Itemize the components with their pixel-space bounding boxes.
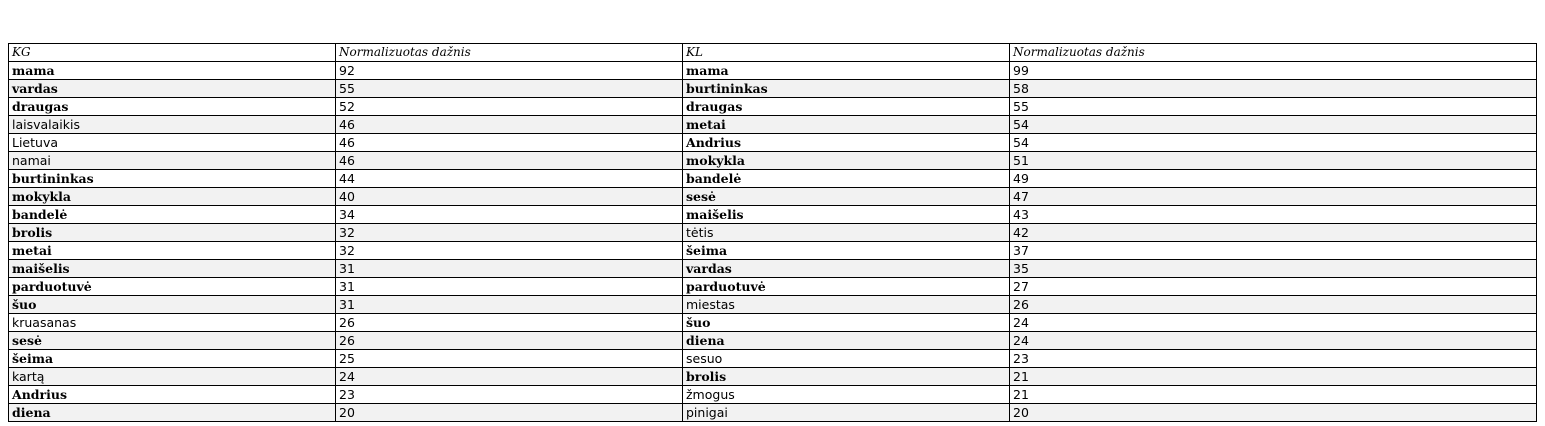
kl-frequency-cell: 21 xyxy=(1010,368,1537,386)
kl-word-cell: bandelė xyxy=(683,170,1010,188)
kl-word-cell: tėtis xyxy=(683,224,1010,242)
table-row xyxy=(9,296,1537,314)
kl-word-cell: vardas xyxy=(683,260,1010,278)
table-row xyxy=(9,386,1537,404)
kl-frequency-cell: 42 xyxy=(1010,224,1537,242)
kg-frequency-cell: 26 xyxy=(336,332,683,350)
kl-frequency-cell: 47 xyxy=(1010,188,1537,206)
kl-frequency-cell: 54 xyxy=(1010,116,1537,134)
kg-frequency-cell: 46 xyxy=(336,116,683,134)
kg-word-cell: sesė xyxy=(9,332,336,350)
table-row xyxy=(9,242,1537,260)
kl-frequency-cell: 24 xyxy=(1010,314,1537,332)
table-row xyxy=(9,314,1537,332)
kg-frequency-cell: 55 xyxy=(336,80,683,98)
kg-frequency-cell: 25 xyxy=(336,350,683,368)
kl-word-cell: brolis xyxy=(683,368,1010,386)
kl-frequency-cell: 20 xyxy=(1010,404,1537,422)
kl-word-cell: šeima xyxy=(683,242,1010,260)
table-row xyxy=(9,134,1537,152)
kg-word-cell: maišelis xyxy=(9,260,336,278)
kl-frequency-cell: 54 xyxy=(1010,134,1537,152)
kg-word-cell: šuo xyxy=(9,296,336,314)
kg-word-cell: mokykla xyxy=(9,188,336,206)
kl-word-cell: maišelis xyxy=(683,206,1010,224)
table-row xyxy=(9,62,1537,80)
kl-word-cell: draugas xyxy=(683,98,1010,116)
kg-frequency-cell: 44 xyxy=(336,170,683,188)
kg-frequency-cell: 31 xyxy=(336,260,683,278)
kl-word-cell: šuo xyxy=(683,314,1010,332)
kl-frequency-cell: 23 xyxy=(1010,350,1537,368)
table-row xyxy=(9,224,1537,242)
header-kl-frequency: Normalizuotas dažnis xyxy=(1010,44,1537,62)
table-row xyxy=(9,98,1537,116)
table-row xyxy=(9,152,1537,170)
kg-word-cell: metai xyxy=(9,242,336,260)
kg-word-cell: šeima xyxy=(9,350,336,368)
kl-word-cell: metai xyxy=(683,116,1010,134)
kg-word-cell: mama xyxy=(9,62,336,80)
kl-frequency-cell: 35 xyxy=(1010,260,1537,278)
kg-word-cell: burtininkas xyxy=(9,170,336,188)
kl-word-cell: miestas xyxy=(683,296,1010,314)
frequency-table xyxy=(8,43,1537,422)
kg-word-cell: draugas xyxy=(9,98,336,116)
kg-frequency-cell: 23 xyxy=(336,386,683,404)
kg-frequency-cell: 24 xyxy=(336,368,683,386)
kl-frequency-cell: 27 xyxy=(1010,278,1537,296)
table-row xyxy=(9,206,1537,224)
table-row xyxy=(9,260,1537,278)
table-row xyxy=(9,404,1537,422)
kl-frequency-cell: 49 xyxy=(1010,170,1537,188)
kl-word-cell: sesuo xyxy=(683,350,1010,368)
kg-word-cell: vardas xyxy=(9,80,336,98)
kl-frequency-cell: 58 xyxy=(1010,80,1537,98)
kg-word-cell: diena xyxy=(9,404,336,422)
kg-word-cell: namai xyxy=(9,152,336,170)
table-row xyxy=(9,368,1537,386)
kl-frequency-cell: 51 xyxy=(1010,152,1537,170)
header-kg-frequency: Normalizuotas dažnis xyxy=(336,44,683,62)
header-kl: KL xyxy=(683,44,1010,62)
kl-frequency-cell: 26 xyxy=(1010,296,1537,314)
table-row xyxy=(9,116,1537,134)
table-row xyxy=(9,332,1537,350)
kg-word-cell: Lietuva xyxy=(9,134,336,152)
kg-frequency-cell: 32 xyxy=(336,224,683,242)
table-row xyxy=(9,80,1537,98)
kg-frequency-cell: 40 xyxy=(336,188,683,206)
table-row xyxy=(9,170,1537,188)
table-row xyxy=(9,350,1537,368)
kg-frequency-cell: 46 xyxy=(336,134,683,152)
kl-frequency-cell: 24 xyxy=(1010,332,1537,350)
kg-word-cell: kruasanas xyxy=(9,314,336,332)
kl-word-cell: sesė xyxy=(683,188,1010,206)
kl-word-cell: Andrius xyxy=(683,134,1010,152)
kl-word-cell: parduotuvė xyxy=(683,278,1010,296)
kg-word-cell: laisvalaikis xyxy=(9,116,336,134)
kl-word-cell: mokykla xyxy=(683,152,1010,170)
kg-word-cell: bandelė xyxy=(9,206,336,224)
kg-word-cell: parduotuvė xyxy=(9,278,336,296)
table-row xyxy=(9,278,1537,296)
kg-frequency-cell: 31 xyxy=(336,278,683,296)
kl-word-cell: burtininkas xyxy=(683,80,1010,98)
kg-word-cell: kartą xyxy=(9,368,336,386)
kl-frequency-cell: 37 xyxy=(1010,242,1537,260)
kl-word-cell: mama xyxy=(683,62,1010,80)
kg-frequency-cell: 34 xyxy=(336,206,683,224)
kg-word-cell: Andrius xyxy=(9,386,336,404)
kl-frequency-cell: 99 xyxy=(1010,62,1537,80)
kl-word-cell: diena xyxy=(683,332,1010,350)
kg-frequency-cell: 31 xyxy=(336,296,683,314)
kg-word-cell: brolis xyxy=(9,224,336,242)
kl-word-cell: pinigai xyxy=(683,404,1010,422)
kg-frequency-cell: 92 xyxy=(336,62,683,80)
table-row xyxy=(9,188,1537,206)
kg-frequency-cell: 46 xyxy=(336,152,683,170)
kl-frequency-cell: 21 xyxy=(1010,386,1537,404)
table-header-row xyxy=(9,44,1537,62)
kg-frequency-cell: 26 xyxy=(336,314,683,332)
kl-word-cell: žmogus xyxy=(683,386,1010,404)
kl-frequency-cell: 43 xyxy=(1010,206,1537,224)
kg-frequency-cell: 32 xyxy=(336,242,683,260)
kg-frequency-cell: 20 xyxy=(336,404,683,422)
kl-frequency-cell: 55 xyxy=(1010,98,1537,116)
frequency-table-body xyxy=(9,44,1537,422)
header-kg: KG xyxy=(9,44,336,62)
kg-frequency-cell: 52 xyxy=(336,98,683,116)
